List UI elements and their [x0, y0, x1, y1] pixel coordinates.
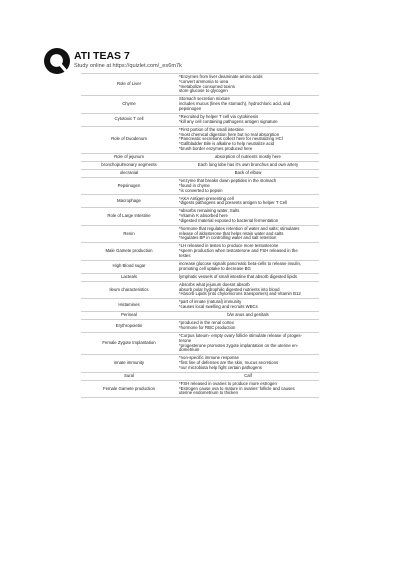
- term-cell: Renin: [81, 225, 177, 243]
- definition-cell: Calf: [177, 372, 319, 380]
- term-cell: Role of Liver: [81, 74, 177, 96]
- term-cell: Female Zygote Implantation: [81, 332, 177, 354]
- term-cell: Chyme: [81, 96, 177, 114]
- definition-cell: increase glucose signals pancreatic beta-cells to release insulin, promoting cell uptake to decrease BG: [177, 260, 319, 273]
- table-row: [81, 225, 319, 243]
- table-row: [81, 177, 319, 195]
- term-cell: bronchopulmonary segments: [81, 161, 177, 169]
- table-row: [81, 260, 319, 273]
- table-row: [81, 208, 319, 226]
- definition-cell: *First portion of the small intestine *most chemical digestion here but no real absorption *Pancreatic secretions collect here for neutralizing HCl *Gallbladder Bile is alkaline to help neutralize acid *brush border enzymes produced here: [177, 126, 319, 153]
- term-cell: innate immunity: [81, 355, 177, 373]
- definition-cell: *part of innate (natural) immunity *causes local swelling and recruits WBCs: [177, 299, 319, 312]
- table-row: [81, 380, 319, 398]
- table-row: [81, 169, 319, 177]
- definition-cell: *hormone that regulates retention of water and salts; stimulates release of aldosterone that helps retain water and salts *regulates BP in controlling water and salt retention: [177, 225, 319, 243]
- definition-cell: Back of elbow: [177, 169, 319, 177]
- table-row: [81, 372, 319, 380]
- term-cell: Lacteals: [81, 273, 177, 281]
- flashcard-table: [81, 73, 319, 398]
- term-cell: Male Gamete production: [81, 243, 177, 261]
- term-cell: Pepsinogen: [81, 177, 177, 195]
- table-row: [81, 332, 319, 354]
- definition-cell: *produced in the renal cortex *hormone for RBC production: [177, 320, 319, 333]
- definition-cell: Each lung lobe has it's own bronchus and own artery: [177, 161, 319, 169]
- term-cell: Erythropoietin: [81, 320, 177, 333]
- definition-cell: *Enzymes from liver deaminate amino acids *convert ammonia to urea *metabolize consumed toxins store glucose to glycogen: [177, 74, 319, 96]
- table-row: [81, 281, 319, 299]
- definition-cell: *LH released in testes to produce more testosterone *sperm production when testosterone and FSH released in the testes: [177, 243, 319, 261]
- definition-cell: absorption of nutrients mostly here: [177, 153, 319, 161]
- definition-cell: Absorbs what jejunum doesnt absorb absorb polar hydrophilic digested nutrients into blood *Absorb Lipids (into chylomicrons transporters) and Vitamin B12: [177, 281, 319, 299]
- table-row: [81, 273, 319, 281]
- table-row: [81, 161, 319, 169]
- definition-cell: lymphatic vessels of small intestine that absorb digested lipids: [177, 273, 319, 281]
- quizlet-logo-icon: [44, 48, 70, 74]
- study-link[interactable]: Study online at https://quizlet.com/_es6m7k: [74, 63, 182, 69]
- table-row: [81, 195, 319, 208]
- definition-cell: *Corpus luteum- empty ovary follicle stimulate release of proges- terone *progesterone promotes zygote implantation on the uterine en- dometrium: [177, 332, 319, 354]
- table-row: [81, 153, 319, 161]
- page-title: ATI TEAS 7: [74, 50, 130, 62]
- table-row: [81, 243, 319, 261]
- table-row: [81, 74, 319, 96]
- definition-cell: *enzyme that breaks down peptides in the stomach *found in chyme *is converted to pepsin: [177, 177, 319, 195]
- term-cell: Histamines: [81, 299, 177, 312]
- page-header: [44, 48, 364, 74]
- term-cell: Macrophage: [81, 195, 177, 208]
- term-cell: Role of Large Intestine: [81, 208, 177, 226]
- table-row: [81, 299, 319, 312]
- definition-cell: *Recruited by helper T cell via cytokinesis *kill any cell containing pathogens antigen signature: [177, 113, 319, 126]
- definition-cell: *absorbs remaining water, Salts *Vitamin K absorbed here *digested material exposed to bacterial fermentation: [177, 208, 319, 226]
- definition-cell: *AKA Antigen-presenting cell *digests pathogens and presents antigen to helper T Cell: [177, 195, 319, 208]
- term-cell: Role of jejunum: [81, 153, 177, 161]
- definition-cell: Stomach secretion mixture includes mucus (lines the stomach), hydrochloric acid, and pepsinogen: [177, 96, 319, 114]
- table-row: [81, 312, 319, 320]
- definition-cell: *non-specific immune response *first line of defenses are the skin, mucus secretions *our microbiota help fight certain pathogens: [177, 355, 319, 373]
- term-cell: Sural: [81, 372, 177, 380]
- definition-cell: *FSH released in ovaries to produce more estrogen *Estrogen cause ova to mature in ovaries' follicle and causes uterine endometrium to thicken: [177, 380, 319, 398]
- table-row: [81, 96, 319, 114]
- term-cell: Ileum characteristics: [81, 281, 177, 299]
- table-row: [81, 126, 319, 153]
- table-row: [81, 113, 319, 126]
- term-cell: Female Gamete production: [81, 380, 177, 398]
- term-cell: Perineal: [81, 312, 177, 320]
- term-cell: Role of Duodenum: [81, 126, 177, 153]
- term-cell: Cytotoxic T cell: [81, 113, 177, 126]
- term-cell: High Blood sugar: [81, 260, 177, 273]
- term-cell: olecranial: [81, 169, 177, 177]
- table-row: [81, 320, 319, 333]
- definition-cell: b/w anus and genitals: [177, 312, 319, 320]
- table-row: [81, 355, 319, 373]
